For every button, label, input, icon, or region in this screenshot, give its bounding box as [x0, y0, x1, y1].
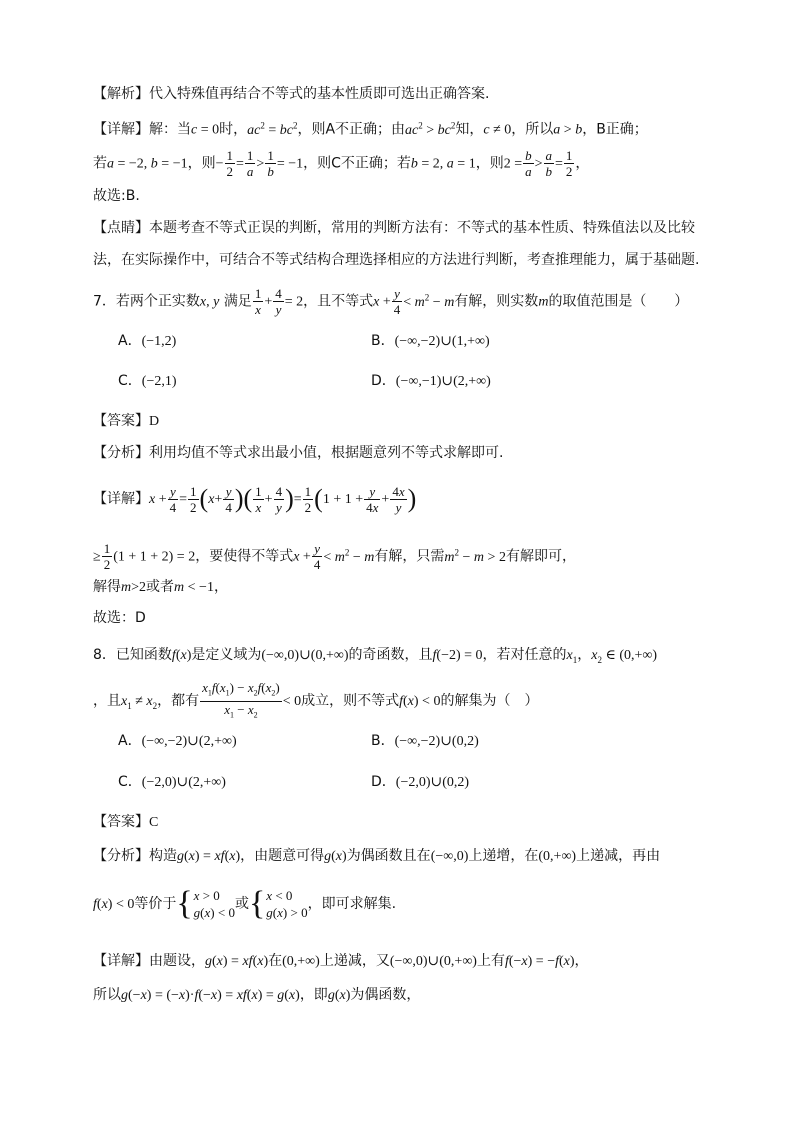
text: 所以 [93, 987, 121, 1003]
q7-answer [93, 411, 159, 432]
text: ，则 [187, 155, 216, 172]
option-value: (−1,2) [141, 334, 177, 349]
math: a > b [553, 122, 583, 138]
text: 利用均值不等式求出最小值，根据题意列不等式求解即可. [149, 445, 504, 461]
option-label: A． [118, 733, 142, 749]
option-value: (−2,0)∪(0,2) [395, 775, 470, 790]
text: 解：当 [149, 121, 191, 138]
xiangjie-tag: 【详解】 [93, 953, 149, 969]
text: ，则C不正确；若 [303, 155, 411, 172]
jiexi-text: 代入特殊值再结合不等式的基本性质即可选出正确答案. [149, 86, 490, 102]
text: 或者 [146, 579, 175, 595]
text: ， [213, 579, 228, 595]
text: 的解集为（ ） [440, 693, 539, 710]
q8-answer [93, 812, 158, 833]
system-2: x < 0 g(x) > 0 [266, 888, 308, 920]
dianjing-tag: 【点睛】 [93, 220, 149, 236]
option-label: C． [118, 774, 142, 790]
text: ，即 [299, 987, 328, 1003]
option-value: (−2,0)∪(2,+∞) [141, 775, 226, 790]
q8-fenxi-line2: f(x) < 0等价于{ x > 0 g(x) < 0 或{ x < 0 g(x) > 0 ，即可求解集. [93, 885, 397, 922]
text: 的取值范围是（ ） [548, 293, 689, 310]
q7-line3: 解得m>2或者m < −1， [93, 579, 228, 595]
option-value: (−2,1) [141, 374, 177, 389]
text: 本题考查不等式正误的判断，常用的判断方法有：不等式的基本性质、特殊值法以及比较 [149, 220, 695, 236]
text: 8．已知函数 [93, 647, 172, 663]
q7-fenxi [93, 443, 503, 463]
math: $ac^2 = bc^2$ [247, 120, 298, 138]
text: 上递减，再由 [576, 848, 661, 864]
answer-tag: 【答案】 [93, 413, 149, 429]
text: 是定义域为 [191, 647, 262, 663]
q8-last-line: 所以g(−x) = (−x)·f(−x) = xf(x) = g(x)，即g(x)为偶函数， [93, 987, 421, 1003]
q7-guxuan: 故选：D [93, 610, 146, 626]
text: ，都有 [157, 693, 200, 710]
text: ，所以 [511, 121, 554, 138]
option-label: B． [371, 333, 395, 349]
option-label: A． [118, 333, 142, 349]
q7-option-c [118, 371, 177, 392]
option-value: (−∞,−1)∪(2,+∞) [395, 374, 491, 389]
q8-fenxi: 【分析】构造g(x) = xf(x)，由题意可得g(x)为偶函数且在(−∞,0)上递增，在(0,+∞)上递减，再由 [93, 848, 661, 864]
q8-option-d [371, 772, 469, 793]
math: c = 0 [191, 122, 220, 138]
text: 为偶函数， [350, 987, 421, 1003]
text: 7．若两个正实数 [93, 293, 200, 310]
answer-value: C [149, 815, 159, 830]
q8-xiangjie: 【详解】由题设，g(x) = xf(x)在(0,+∞)上递减，又(−∞,0)∪(0,+∞)上有f(−x) = −f(x)， [93, 953, 589, 969]
q8-option-a [118, 731, 237, 752]
text: ，即可求解集. [307, 896, 397, 912]
option-label: D． [371, 774, 396, 790]
text: 上有 [476, 953, 505, 969]
q6-dianjing-line2: 法，在实际操作中，可结合不等式结构合理选择相应的方法进行判断，考查推理能力，属于基础题. [93, 252, 700, 268]
text: ，且不等式 [303, 293, 374, 310]
text: 为偶函数且在 [346, 848, 431, 864]
text: ，则 [475, 155, 504, 172]
q7-xiangjie-line: 【详解】x + $\frac{y}{4}$ = $\frac{1}{2}$ (x+ $\frac{y}{4}$ )( $\frac{1}{x}$ + $\frac{4}{y}$ )= $\frac{1}{2}$ (1 + 1 + $\frac{y}{4x}$ + $\frac{4x}{y}$ ) [93, 483, 417, 515]
text: 解得 [93, 579, 121, 595]
text: ，则A不正确；由 [297, 121, 406, 138]
text: 有解，只需 [374, 548, 445, 565]
q7-option-d [371, 371, 491, 392]
math: a = −2, b = −1 [107, 156, 188, 172]
text: 或 [234, 896, 249, 912]
system-1: x > 0 g(x) < 0 [193, 888, 235, 920]
text: ，由题意可得 [240, 848, 325, 864]
text: 知， [455, 121, 484, 138]
answer-tag: 【答案】 [93, 814, 149, 830]
text: ， [575, 155, 590, 172]
text: 满足 [223, 293, 252, 310]
xiangjie-tag: 【详解】 [93, 121, 149, 138]
q7-option-a [118, 331, 176, 352]
text: 上递增，在 [468, 848, 539, 864]
q6-dianjing-line1 [93, 218, 695, 238]
text: 有解，则实数 [454, 293, 539, 310]
q7-stem: 7．若两个正实数x, y 满足 $\frac{1}{x}$ + $\frac{4}{y}$ = 2，且不等式x + $\frac{y}{4}$ < $m^2 - m$有解，则实数m的取值范围是（ ） [93, 286, 689, 318]
text: 的奇函数，且 [348, 647, 433, 663]
text: ，要使得不等式 [195, 548, 294, 565]
q6-jiexi-line [93, 84, 489, 104]
q8-option-c [118, 772, 226, 793]
q7-line2: ≥ $\frac{1}{2}$ (1 + 1 + 2) = 2，要使得不等式x + $\frac{y}{4}$ < $m^2 - m$有解，只需$m^2 - m > 2$有解即可， [93, 541, 576, 573]
text: 时， [219, 121, 248, 138]
text: 在 [268, 953, 283, 969]
fenxi-tag: 【分析】 [93, 848, 149, 864]
option-value: (−∞,−2)∪(0,2) [394, 734, 479, 749]
text: ，且 [93, 693, 121, 710]
q6-xiangjie-line [93, 115, 648, 141]
fraction: $\frac{1}{2}$ [226, 148, 233, 179]
text: ， [574, 953, 589, 969]
option-label: D． [371, 373, 396, 389]
jiexi-tag: 【解析】 [93, 86, 149, 102]
text: 由题设， [149, 953, 205, 969]
text: 构造 [149, 848, 177, 864]
answer-value: D [149, 414, 160, 429]
q6-line2: 若a = −2, b = −1，则− $\frac{1}{2}$ = $\frac{1}{a}$ > $\frac{1}{b}$ = −1，则C不正确；若b = 2, a = 1，则2 = $\frac{b}{a}$ > $\frac{a}{b}$ = $\frac{1}{2}$ ， [93, 148, 590, 179]
text: ，B正确； [582, 121, 648, 138]
option-value: (−∞,−2)∪(1,+∞) [394, 334, 490, 349]
q8-line2: ，且$x_1 \ne x_2$，都有 $\frac{x_1f(x_1) - x_2f(x_2)}{x_1 - x_2}$ < 0成立，则不等式f(x) < 0的解集为（ ） [93, 680, 539, 720]
xiangjie-tag: 【详解】 [93, 491, 149, 507]
text: 上递减，又 [319, 953, 390, 969]
q6-guxuan: 故选:B. [93, 188, 140, 204]
text: ， [577, 647, 592, 663]
q7-option-b [371, 331, 490, 352]
text: 等价于 [134, 896, 177, 912]
text: 有解即可， [505, 548, 576, 565]
q8-stem: 8．已知函数f(x)是定义域为(−∞,0)∪(0,+∞)的奇函数，且f(−2) = 0，若对任意的$x_1$，$x_2$ ∈ (0,+∞) [93, 647, 658, 665]
fenxi-tag: 【分析】 [93, 445, 149, 461]
option-label: B． [371, 733, 395, 749]
text: 若 [93, 155, 107, 172]
option-value: (−∞,−2)∪(2,+∞) [141, 734, 237, 749]
q8-option-b [371, 731, 479, 752]
option-label: C． [118, 373, 142, 389]
math: $ac^2 > bc^2$ [405, 120, 456, 138]
math: c ≠ 0 [483, 122, 512, 138]
text: ，若对任意的 [482, 647, 567, 663]
text: 成立，则不等式 [301, 693, 400, 710]
